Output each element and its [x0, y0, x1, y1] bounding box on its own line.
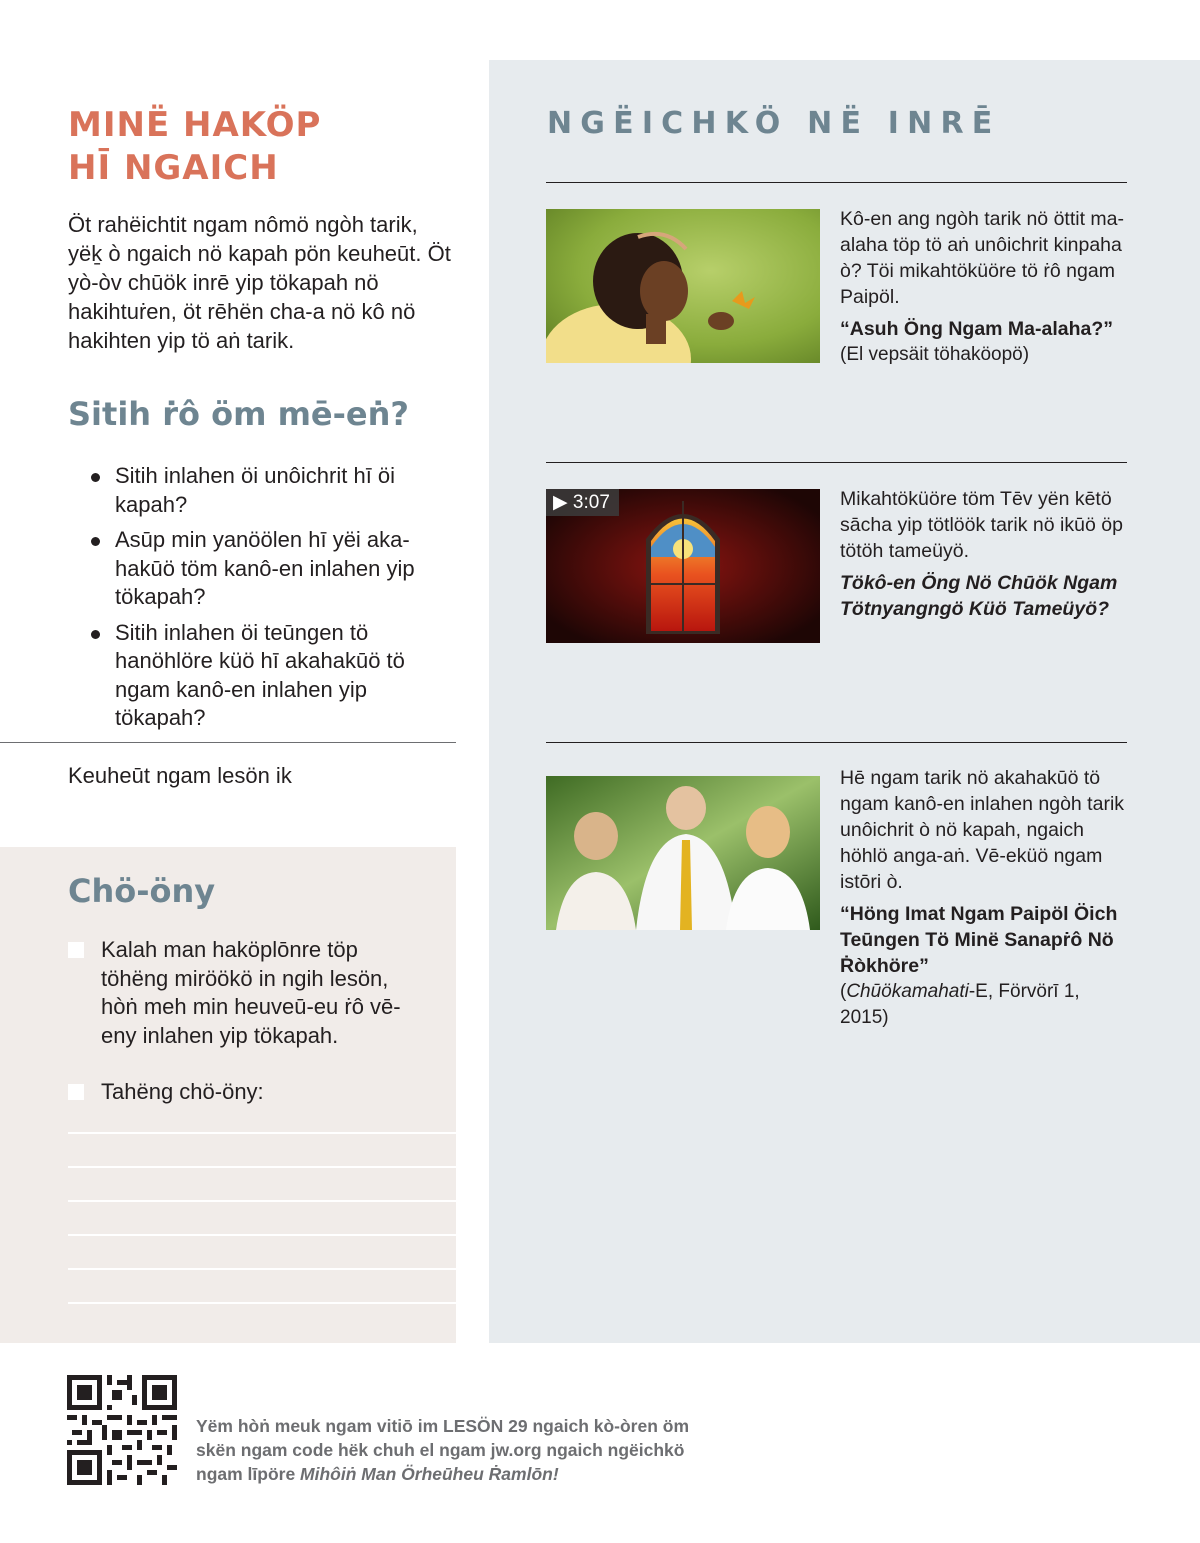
- footer-lesson-number: LESÖN 29: [443, 1416, 528, 1436]
- explore-item-source: [840, 979, 1132, 1031]
- explore-item-text: Kô-en ang ngòh tarik nö öttit ma-alaha töp tö aṅ unôichrit kinpaha ò? Töi mikahtöküöre tö ṙô ngam Paipöl.: [840, 208, 1124, 308]
- summary-title: [68, 104, 448, 190]
- explore-item: [840, 486, 1132, 622]
- girl-with-butterfly-photo[interactable]: [546, 209, 820, 363]
- write-line[interactable]: [68, 1166, 456, 1168]
- summary-body: Öt rahëichtit ngam nômö ngòh tarik, yëḵ ò ngaich nö kapah pön keuheūt. Öt yò-òv chūök inrē yip tökapah nö hakihtuṙen, öt rēhën cha-a nö kô nö hakihten yip tö aṅ tarik.: [68, 212, 451, 353]
- review-question-text: Asūp min yanöölen hī yëi aka-hakūö töm kanô-en inlahen yip tökapah?: [115, 527, 415, 609]
- review-question-list: [115, 462, 445, 740]
- qr-code-icon[interactable]: [67, 1375, 177, 1485]
- video-duration: 3:07: [572, 492, 610, 513]
- review-heading: Sitih ṙô öm mē-eṅ?: [68, 395, 409, 433]
- people-talking-image: [546, 776, 820, 930]
- goal-item-text: Kalah man haköplōnre töp töhëng miröökö in ngih lesön, hòṅ meh min heuveū-eu ṙô vē-eny inlahen yip tökapah.: [101, 937, 401, 1048]
- bullet-icon: [91, 473, 100, 482]
- explore-panel: [489, 60, 1200, 1343]
- girl-with-butterfly-image: [546, 209, 820, 363]
- write-line[interactable]: [68, 1132, 456, 1134]
- explore-item-title[interactable]: “Höng Imat Ngam Paipöl Öich Teūngen Tö Minë Sanapṙô Nö Ṙòkhöre”: [840, 903, 1118, 977]
- footer-note: [196, 1414, 716, 1486]
- divider: [546, 742, 1127, 743]
- goal-item[interactable]: [68, 936, 428, 1050]
- explore-item-title[interactable]: Tökô-en Öng Nö Chūök Ngam Tötnyangngö Küö Tameüyö?: [840, 572, 1118, 620]
- summary-title-line2: HĪ NGAICH: [68, 148, 279, 188]
- footer-note-start: Yëm hòṅ meuk ngam vitiō im: [196, 1416, 443, 1436]
- video-duration-badge[interactable]: [546, 489, 619, 516]
- goal-item-text: Tahëng chö-öny:: [101, 1079, 264, 1104]
- write-line[interactable]: [68, 1200, 456, 1202]
- source-prefix: (: [840, 981, 847, 1002]
- bullet-icon: [91, 537, 100, 546]
- source-date: -E, Förvörī 1, 2015): [840, 981, 1080, 1028]
- play-icon: ▶: [553, 492, 568, 513]
- checkbox[interactable]: [68, 942, 84, 958]
- source-publication: Chūökamahati: [846, 981, 969, 1002]
- review-question: [115, 619, 445, 733]
- explore-item-title[interactable]: “Asuh Öng Ngam Ma-alaha?”: [840, 318, 1114, 340]
- goal-item-other[interactable]: [68, 1078, 428, 1107]
- three-people-talking-photo[interactable]: [546, 776, 820, 930]
- explore-item: [840, 206, 1132, 368]
- footer-book-title: Mihôiṅ Man Örheūheu Ṙamlōn!: [300, 1464, 559, 1484]
- write-line[interactable]: [68, 1268, 456, 1270]
- divider: [546, 462, 1127, 463]
- goal-box: [0, 847, 456, 1343]
- review-question-text: Sitih inlahen öi unôichrit hī öi kapah?: [115, 463, 396, 517]
- explore-heading: NGËICHKÖ NË INRĒ: [547, 106, 1001, 141]
- review-question: [115, 462, 445, 519]
- divider: [546, 182, 1127, 183]
- divider: [0, 742, 456, 743]
- bullet-icon: [91, 630, 100, 639]
- explore-item-text: Mikahtöküöre töm Tēv yën kētö sācha yip tötlöök tarik nö ikūö öp tötöh tameüyö.: [840, 488, 1123, 562]
- summary-title-line1: MINË HAKÖP: [68, 105, 322, 145]
- explore-item: [840, 765, 1132, 1031]
- footer-note-middle: ngaich kò-òren öm skën ngam code hëk chuh el ngam jw.org ngaich ngëichkö ngam līpöre: [196, 1416, 690, 1484]
- qr-code-graphic: [67, 1375, 177, 1485]
- goal-heading: Chö-öny: [68, 872, 216, 910]
- checkbox[interactable]: [68, 1084, 84, 1100]
- write-line[interactable]: [68, 1234, 456, 1236]
- review-question-text: Sitih inlahen öi teūngen tö hanöhlöre küö hī akahakūö tö ngam kanô-en inlahen yip tökapah?: [115, 619, 405, 730]
- review-question: [115, 526, 445, 612]
- write-line[interactable]: [68, 1302, 456, 1304]
- stained-glass-fire-video[interactable]: [546, 489, 820, 643]
- lesson-review-text: Keuheūt ngam lesön ik: [68, 763, 292, 788]
- explore-item-text: Hē ngam tarik nö akahakūö tö ngam kanô-en inlahen ngòh tarik unôichrit ò nö kapah, ngaich höhlö anga-aṅ. Vē-eküö ngam istōri ò.: [840, 767, 1125, 893]
- explore-item-source: (El vepsäit töhaköopö): [840, 344, 1030, 365]
